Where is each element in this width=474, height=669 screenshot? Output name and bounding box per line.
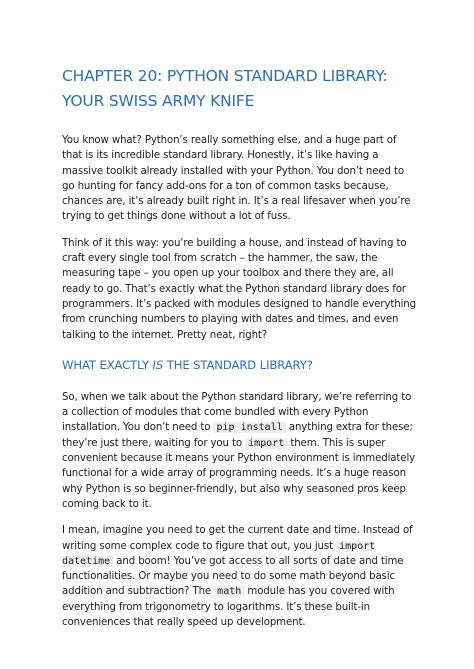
code-math: math [214, 586, 244, 597]
section-heading-text-end: THE STANDARD LIBRARY? [163, 357, 313, 372]
toolbox-analogy-paragraph: Think of it this way: you’re building a house, and instead of having to craft every single tool from scratch – the hammer, the saw, the measuring tape – you open up your toolbox and there they are, all ready to go. That’s exactly what the Python standard library does for programmers. It’s packed with modules designed to handle everything from crunching numbers to playing with dates and times, and even talking to the internet. Pretty neat, right? [62, 237, 416, 341]
chapter-title: CHAPTER 20: PYTHON STANDARD LIBRARY: YOUR SWISS ARMY KNIFE [62, 67, 388, 110]
example-text-3: module has you covered with everything from trigonometry to logarithms. It’s these built-in conveniences that really speed up development. [62, 586, 395, 629]
section-heading-text-start: WHAT EXACTLY [62, 357, 153, 372]
code-import-datetime: import datetime [62, 540, 376, 567]
section-heading-emphasis: IS [152, 357, 164, 372]
definition-text-2: anything extra for these; they’re just there, waiting for you to [62, 422, 413, 449]
code-import: import [245, 438, 287, 449]
document-page [62, 64, 416, 630]
definition-text-3: them. This is super convenient because it means your Python environment is immediately functional for a wide array of programming needs. It’s a huge reason why Python is so beginner-friendly, but also why seasoned pros keep coming back to it. [62, 437, 416, 510]
example-text-1: I mean, imagine you need to get the current date and time. Instead of writing some complex code to figure that out, you just [62, 525, 413, 552]
example-paragraph [62, 523, 416, 630]
code-pip-install: pip install [213, 422, 285, 433]
section-heading [62, 357, 416, 373]
intro-paragraph: You know what? Python’s really something else, and a huge part of that is its incredible standard library. Honestly, it’s like having a massive toolkit already installed with your Python. You don’t need to go hunting for fancy add-ons for a ton of common tasks because, chances are, it’s already built right in. It’s a real lifesaver when you’re trying to get things done without a lot of fuss. [62, 135, 411, 223]
example-text-2: and boom! You’ve got access to all sorts of date and time functionalities. Or maybe you need to do some math beyond basic addition and subtraction? The [62, 555, 404, 598]
definition-paragraph [62, 390, 416, 512]
definition-text-1: So, when we talk about the Python standard library, we’re referring to a collection of modules that come bundled with every Python installation. You don’t need to [62, 391, 412, 434]
